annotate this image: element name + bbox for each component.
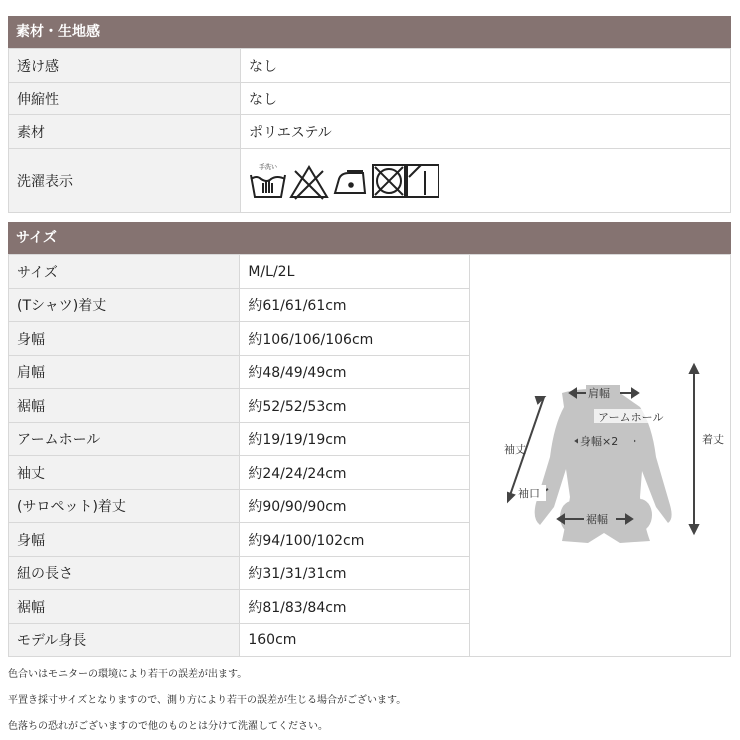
laundry-symbols xyxy=(249,161,439,201)
row-value: 約19/19/19cm xyxy=(240,423,470,456)
row-value: なし xyxy=(241,83,731,115)
row-label: サイズ xyxy=(9,255,240,289)
hand-wash-icon xyxy=(251,163,285,197)
row-label: 洗濯表示 xyxy=(9,149,241,213)
row-label: 身幅 xyxy=(9,523,240,557)
table-row xyxy=(9,255,731,289)
row-value: なし xyxy=(241,49,731,83)
row-label: 裾幅 xyxy=(9,590,240,624)
note-text: 平置き採寸サイズとなりますので、測り方により若干の誤差が生じる場合がございます。 xyxy=(8,695,407,706)
row-value: M/L/2L xyxy=(240,255,470,289)
shoulder-label: 肩幅 xyxy=(588,386,610,400)
row-value: 160cm xyxy=(240,624,470,657)
line-dry-shade-icon xyxy=(407,165,439,197)
note-text: 色落ちの恐れがございますので他のものとは分けて洗濯してください。 xyxy=(8,721,328,732)
size-diagram xyxy=(470,257,730,655)
notes xyxy=(8,662,406,740)
row-value: ポリエステル xyxy=(241,115,731,149)
material-section-header: 素材・生地感 xyxy=(8,16,731,48)
size-section-header: サイズ xyxy=(8,222,731,254)
row-value: 約106/106/106cm xyxy=(240,322,470,356)
row-label: 袖丈 xyxy=(9,456,240,490)
row-value: 約61/61/61cm xyxy=(240,289,470,322)
no-bleach-icon xyxy=(291,167,327,199)
row-label: 紐の長さ xyxy=(9,557,240,590)
iron-low-icon xyxy=(335,171,365,193)
sleeve-label: 袖丈 xyxy=(504,442,526,456)
row-value: 約94/100/102cm xyxy=(240,523,470,557)
row-label: 肩幅 xyxy=(9,356,240,389)
row-value: 約81/83/84cm xyxy=(240,590,470,624)
chest-label: 身幅×2 xyxy=(580,434,619,448)
row-label: (サロペット)着丈 xyxy=(9,490,240,523)
row-label: 裾幅 xyxy=(9,389,240,423)
row-label: モデル身長 xyxy=(9,624,240,657)
row-label: 透け感 xyxy=(9,49,241,83)
laundry-icons xyxy=(241,149,731,213)
row-label: アームホール xyxy=(9,423,240,456)
row-label: 身幅 xyxy=(9,322,240,356)
row-value: 約31/31/31cm xyxy=(240,557,470,590)
hand-wash-label: 手洗い xyxy=(259,163,278,171)
row-label: 素材 xyxy=(9,115,241,149)
row-label: (Tシャツ)着丈 xyxy=(9,289,240,322)
no-tumble-dry-icon xyxy=(373,165,405,197)
armhole-label: アームホール xyxy=(598,410,664,424)
hem-label: 裾幅 xyxy=(586,512,608,526)
table-row xyxy=(9,49,731,83)
size-table xyxy=(8,254,731,657)
table-row xyxy=(9,115,731,149)
note-text: 色合いはモニターの環境により若干の誤差が出ます。 xyxy=(8,669,248,680)
row-value: 約24/24/24cm xyxy=(240,456,470,490)
length-label: 着丈 xyxy=(702,432,724,446)
cuff-label: 袖口 xyxy=(518,486,540,500)
row-value: 約48/49/49cm xyxy=(240,356,470,389)
table-row xyxy=(9,83,731,115)
row-value: 約52/52/53cm xyxy=(240,389,470,423)
material-table xyxy=(8,48,731,213)
row-label: 伸縮性 xyxy=(9,83,241,115)
size-diagram-cell xyxy=(470,255,731,657)
table-row xyxy=(9,149,731,213)
row-value: 約90/90/90cm xyxy=(240,490,470,523)
